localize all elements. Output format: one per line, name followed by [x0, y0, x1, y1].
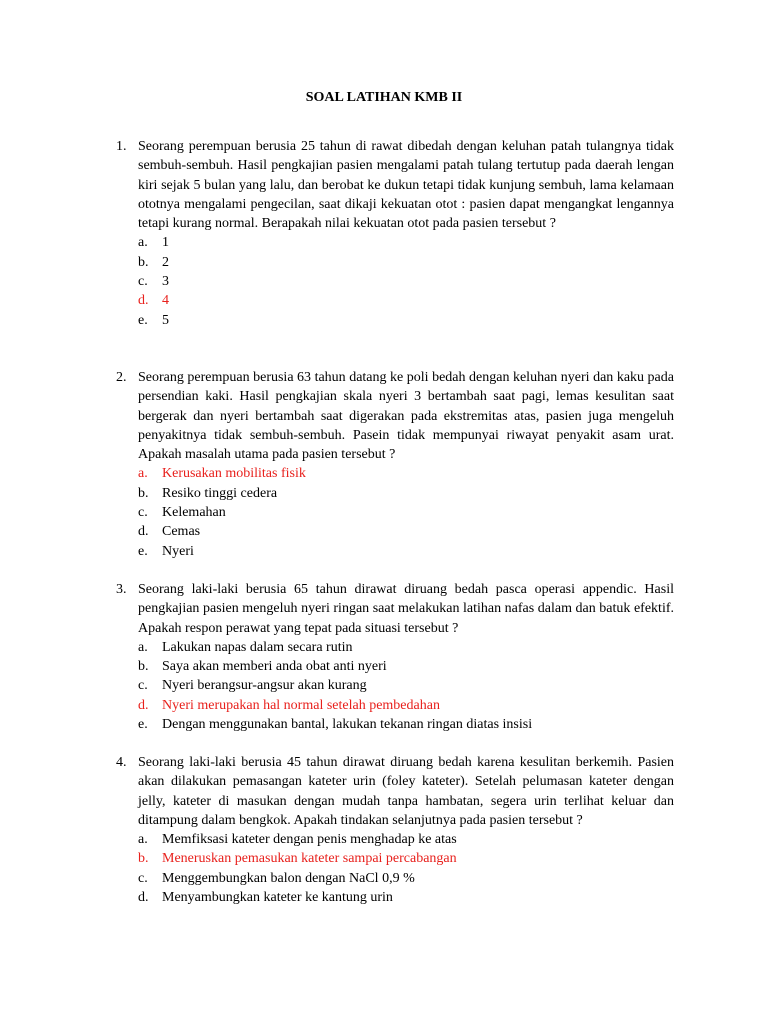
option-letter: b.	[138, 254, 149, 270]
option-e[interactable]	[138, 715, 674, 734]
option-text: 1	[162, 235, 169, 251]
question-text: Seorang laki-laki berusia 65 tahun dirawat diruang bedah pasca operasi appendic. Hasil pengkajian pasien mengeluh nyeri ringan saat melakukan latihan nafas dalam dan batuk efektif. Apakah respon perawat yang tepat pada situasi tersebut ?	[138, 582, 674, 636]
option-b[interactable]	[138, 484, 674, 503]
option-letter: a.	[138, 235, 148, 251]
option-d[interactable]	[138, 888, 674, 907]
question-4	[116, 753, 674, 907]
option-e[interactable]	[138, 311, 674, 330]
option-d-correct-answer[interactable]	[138, 291, 674, 310]
question-text: Seorang laki-laki berusia 45 tahun dirawat diruang bedah karena kesulitan berkemih. Pasien akan dilakukan pemasangan kateter urin (foley kateter). Setelah pelumasan kateter dengan jelly, kateter di masukan dengan mudah tanpa hambatan, segera urin terlihat keluar dan ditampung dalam bengkok. Apakah tindakan selanjutnya pada pasien tersebut ?	[138, 755, 674, 828]
question-1	[116, 137, 674, 330]
option-text: Meneruskan pemasukan kateter sampai percabangan	[162, 851, 457, 867]
option-a[interactable]	[138, 638, 674, 657]
option-letter: a.	[138, 639, 148, 655]
options-list	[138, 638, 674, 734]
option-letter: b.	[138, 851, 149, 867]
option-text: Memfiksasi kateter dengan penis menghadap ke atas	[162, 832, 457, 848]
option-text: Resiko tinggi cedera	[162, 485, 278, 501]
options-list	[138, 464, 674, 560]
option-text: Dengan menggunakan bantal, lakukan tekanan ringan diatas insisi	[162, 717, 533, 733]
option-letter: c.	[138, 678, 148, 694]
option-c[interactable]	[138, 272, 674, 291]
option-a[interactable]	[138, 830, 674, 849]
options-list	[138, 233, 674, 329]
option-b-correct-answer[interactable]	[138, 849, 674, 868]
option-letter: a.	[138, 466, 148, 482]
option-b[interactable]	[138, 657, 674, 676]
option-e[interactable]	[138, 542, 674, 561]
option-letter: c.	[138, 870, 148, 886]
option-letter: d.	[138, 524, 149, 540]
option-letter: e.	[138, 312, 148, 328]
question-3	[116, 580, 674, 734]
option-text: Cemas	[162, 524, 201, 540]
option-d[interactable]	[138, 522, 674, 541]
option-text: Menggembungkan balon dengan NaCl 0,9 %	[162, 870, 415, 886]
option-letter: a.	[138, 832, 148, 848]
question-text: Seorang perempuan berusia 63 tahun datang ke poli bedah dengan keluhan nyeri dan kaku pada persendian kaki. Hasil pengkajian skala nyeri 3 bertambah saat pagi, lemas kesulitan saat bergerak dan nyeri bertambah saat digerakan pada ekstremitas atas, pasien juga mengeluh penyakitnya tidak sembuh-sembuh. Pasein tidak mempunyai riwayat penyakit asam urat. Apakah masalah utama pada pasien tersebut ?	[138, 370, 674, 463]
option-c[interactable]	[138, 869, 674, 888]
question-text: Seorang perempuan berusia 25 tahun di rawat dibedah dengan keluhan patah tulangnya tidak sembuh-sembuh. Hasil pengkajian pasien mengalami patah tulang tertutup pada daerah lengan kiri sejak 5 bulan yang lalu, dan berobat ke dukun tetapi tidak kunjung sembuh, lama kelamaan ototnya mengalami pengecilan, saat dikaji kekuatan otot : pasien dapat mengangkat lengannya tetapi kurang normal. Berapakah nilai kekuatan otot pada pasien tersebut ?	[138, 139, 674, 232]
option-text: 4	[162, 293, 169, 309]
option-a-correct-answer[interactable]	[138, 464, 674, 483]
option-letter: b.	[138, 659, 149, 675]
option-b[interactable]	[138, 253, 674, 272]
option-text: Kerusakan mobilitas fisik	[162, 466, 306, 482]
question-number: 1.	[116, 139, 127, 154]
option-text: 2	[162, 254, 169, 270]
page-title: SOAL LATIHAN KMB II	[305, 90, 463, 105]
option-text: Lakukan napas dalam secara rutin	[162, 639, 353, 655]
option-a[interactable]	[138, 233, 674, 252]
option-letter: c.	[138, 274, 148, 290]
option-letter: c.	[138, 505, 148, 521]
option-text: Nyeri berangsur-angsur akan kurang	[162, 678, 367, 694]
option-c[interactable]	[138, 676, 674, 695]
option-text: Nyeri	[162, 543, 194, 559]
options-list	[138, 830, 674, 907]
option-text: Menyambungkan kateter ke kantung urin	[162, 890, 393, 906]
option-text: Nyeri merupakan hal normal setelah pembedahan	[162, 697, 440, 713]
question-number: 3.	[116, 582, 127, 597]
option-text: Kelemahan	[162, 505, 226, 521]
option-letter: d.	[138, 293, 149, 309]
option-c[interactable]	[138, 503, 674, 522]
option-letter: d.	[138, 890, 149, 906]
option-letter: d.	[138, 697, 149, 713]
option-d-correct-answer[interactable]	[138, 696, 674, 715]
option-letter: b.	[138, 485, 149, 501]
question-2	[116, 368, 674, 561]
question-number: 2.	[116, 370, 127, 385]
option-text: Saya akan memberi anda obat anti nyeri	[162, 659, 387, 675]
option-letter: e.	[138, 717, 148, 733]
question-number: 4.	[116, 755, 127, 770]
option-text: 5	[162, 312, 169, 328]
option-letter: e.	[138, 543, 148, 559]
option-text: 3	[162, 274, 169, 290]
